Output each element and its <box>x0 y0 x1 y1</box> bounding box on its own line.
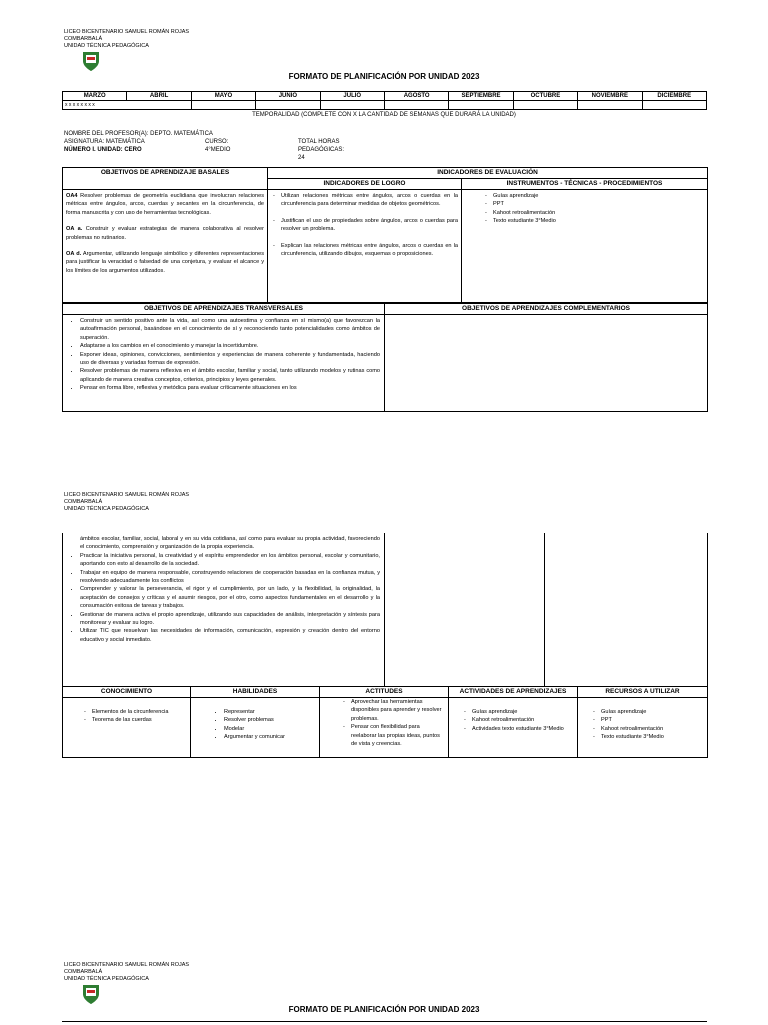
knowledge-header: CONOCIMIENTO <box>63 687 191 698</box>
resource-item: - Kahoot retroalimentación <box>601 725 704 733</box>
complementary-header: OBJETIVOS DE APRENDIZAJES COMPLEMENTARIOS <box>385 304 708 315</box>
transversal-cell <box>63 533 385 686</box>
oad-text: Argumentar, utilizando lenguaje simbólico y diferentes representaciones para justificar la veracidad o falsedad de una conjetura, y evaluar el alcance y los límites de los argumentos utilizados. <box>66 251 264 274</box>
logro-item: - Explican las relaciones métricas entre ángulos, arcos o cuerdas en la circunferencia, utilizando dibujos, esquemas o proposiciones. <box>281 242 458 259</box>
skill-item: • Representar <box>224 708 316 716</box>
oaa-text: Construir y evaluar estrategias de manera colaborativa al resolver problemas no rutinarios. <box>66 226 264 241</box>
transversal-item: • Trabajar en equipo de manera responsable, construyendo relaciones de cooperación basadas en la confianza mutua, y resolviendo adecuadamente los conflictos <box>80 569 380 586</box>
activity-item: - Kahoot retroalimentación <box>472 716 574 724</box>
skills-header: HABILIDADES <box>191 687 320 698</box>
logro-item: - Justifican el uso de propiedades sobre ángulos, arcos o cuerdas para resolver un problema. <box>281 217 458 234</box>
oaa-code: OA a. <box>66 226 83 233</box>
transversal-continuation: ámbitos escolar, familiar, social, laboral y en su vida cotidiana, así como para evaluar su propia actividad, favoreciendo el conocimiento, comprensión y organización de la propia experiencia. <box>80 536 380 551</box>
resource-item: - Guías aprendizaje <box>601 708 704 716</box>
activity-item: - Guías aprendizaje <box>472 708 574 716</box>
school-unit: UNIDAD TÉCNICA PEDAGÓGICA <box>64 43 149 49</box>
school-header <box>64 962 189 983</box>
month-header: JUNIO <box>256 92 320 101</box>
school-name: LICEO BICENTENARIO SAMUEL ROMÁN ROJAS <box>64 29 190 35</box>
logro-header: INDICADORES DE LOGRO <box>268 179 462 190</box>
month-header: ABRIL <box>127 92 191 101</box>
logro-item: - Utilizan relaciones métricas entre ángulos, arcos o cuerdas en la circunferencia para determinar medidas de objetos geométricos. <box>281 192 458 209</box>
transversal-item: • Adaptarse a los cambios en el conocimiento y manejar la incertidumbre. <box>80 342 380 350</box>
transversal-cell <box>63 315 385 412</box>
transversal-item: • Utilizar TIC que resuelvan las necesidades de información, comunicación, expresión y creación dentro del entorno educativo y social inmediato. <box>80 627 380 644</box>
skill-item: • Argumentar y comunicar <box>224 733 316 741</box>
transversal-item: • Resolver problemas de manera reflexiva en el ámbito escolar, familiar y social, tanto utilizando modelos y rutinas como aplicando de manera creativa conceptos, criterios, principios y leyes generales. <box>80 367 380 384</box>
oa-header: OBJETIVOS DE APRENDIZAJE BASALES <box>63 168 268 190</box>
objectives-table <box>62 167 708 303</box>
page-title: FORMATO DE PLANIFICACIÓN POR UNIDAD 2023 <box>288 1005 480 1014</box>
instrument-item: - PPT <box>493 200 704 208</box>
week-marks: x x x x x x x x <box>63 101 192 110</box>
logro-cell <box>268 190 462 303</box>
complementary-cell <box>545 533 708 686</box>
total-hours: TOTAL HORAS PEDAGÓGICAS: 24 <box>298 139 345 161</box>
school-name: LICEO BICENTENARIO SAMUEL ROMÁN ROJAS <box>64 492 190 498</box>
instrument-item: - Guías aprendizaje <box>493 192 704 200</box>
complementary-cell <box>385 533 545 686</box>
unit-number: NÚMERO I. UNIDAD: CERO <box>64 147 142 153</box>
page-title: FORMATO DE PLANIFICACIÓN POR UNIDAD 2023 <box>288 72 480 81</box>
indicators-header: INDICADORES DE EVALUACIÓN <box>268 168 708 179</box>
attitudes-cell <box>320 698 449 758</box>
transversal-item: • Practicar la iniciativa personal, la creatividad y el espíritu emprendedor en los ámbitos personal, escolar y comunitario, aportando con esto al desarrollo de la sociedad. <box>80 552 380 569</box>
activities-header: ACTIVIDADES DE APRENDIZAJES <box>449 687 578 698</box>
unit-info <box>64 130 345 161</box>
activity-item: - Actividades texto estudiante 3°Medio <box>472 725 574 733</box>
school-logo-icon <box>80 50 102 72</box>
school-city: COMBARBALÁ <box>64 36 103 42</box>
school-city: COMBARBALÁ <box>64 499 103 505</box>
school-unit: UNIDAD TÉCNICA PEDAGÓGICA <box>64 506 149 512</box>
content-table <box>62 686 708 758</box>
attitude-item: - Aprovechar las herramientas disponibles para aprender y resolver problemas. <box>351 698 445 723</box>
skill-item: • Modelar <box>224 725 316 733</box>
school-name: LICEO BICENTENARIO SAMUEL ROMÁN ROJAS <box>64 962 190 968</box>
oa-cell <box>63 190 268 303</box>
school-header <box>64 29 189 50</box>
school-header <box>64 492 189 513</box>
school-unit: UNIDAD TÉCNICA PEDAGÓGICA <box>64 976 149 982</box>
resources-cell <box>578 698 708 758</box>
knowledge-item: - Elementos de la circunferencia <box>92 708 187 716</box>
month-header: SEPTIEMBRE <box>449 92 513 101</box>
oa4-code: OA4 <box>66 193 78 199</box>
transversal-item: • Pensar en forma libre, reflexiva y metódica para evaluar críticamente situaciones en los <box>80 384 380 392</box>
attitudes-header: ACTITUDES <box>320 687 449 698</box>
instrument-item: - Texto estudiante 3°Medio <box>493 217 704 225</box>
skill-item: • Resolver problemas <box>224 716 316 724</box>
transversal-item: • Gestionar de manera activa el propio aprendizaje, utilizando sus capacidades de análisis, interpretación y síntesis para monitorear y evaluar su logro. <box>80 611 380 628</box>
month-header: OCTUBRE <box>513 92 577 101</box>
oad-code: OA d. <box>66 251 82 258</box>
resources-header: RECURSOS A UTILIZAR <box>578 687 708 698</box>
school-logo-icon <box>80 983 102 1005</box>
oa4-text: Resolver problemas de geometría euclidiana que involucran relaciones métricas entre ángulos, arcos, cuerdas y secantes en la circunferencia, de forma manuscrita y con uso de herramientas tecnológicas. <box>66 193 264 216</box>
transversal-item: • Exponer ideas, opiniones, convicciones, sentimientos y experiencias de manera coherente y fundamentada, haciendo uso de diversas y variadas formas de expresión. <box>80 351 380 368</box>
month-header: NOVIEMBRE <box>578 92 642 101</box>
transversal-table-continued <box>62 533 708 687</box>
subject: ASIGNATURA: MATEMÁTICA <box>64 139 145 145</box>
school-city: COMBARBALÁ <box>64 969 103 975</box>
complementary-cell <box>385 315 708 412</box>
attitude-item: - Pensar con flexibilidad para reelaborar las propias ideas, puntos de vista y creencias. <box>351 723 445 748</box>
course: CURSO: 4°MEDIO <box>205 139 231 153</box>
temporalidad-note: TEMPORALIDAD (COMPLETE CON X LA CANTIDAD DE SEMANAS QUE DURARÁ LA UNIDAD) <box>252 112 516 118</box>
resource-item: - Texto estudiante 3°Medio <box>601 733 704 741</box>
transversal-item: • Construir un sentido positivo ante la vida, así como una autoestima y confianza en sí mismo(a) que favorezcan la autoafirmación personal, basándose en el conocimiento de sí y reconociendo tanto potencialidades como ámbitos de superación. <box>80 317 380 342</box>
month-header: DICIEMBRE <box>642 92 706 101</box>
month-header: JULIO <box>320 92 384 101</box>
table-top-edge <box>62 1021 707 1025</box>
transversal-header: OBJETIVOS DE APRENDIZAJES TRANSVERSALES <box>63 304 385 315</box>
month-header: AGOSTO <box>384 92 448 101</box>
transversal-item: • Comprender y valorar la perseverancia, el rigor y el cumplimiento, por un lado, y la flexibilidad, la originalidad, la aceptación de consejos y críticas y el asumir riesgos, por el otro, como aspectos fundamentales en el desarrollo y la consumación exitosa de tareas y trabajos. <box>80 585 380 610</box>
skills-cell <box>191 698 320 758</box>
month-header: MARZO <box>63 92 127 101</box>
months-table <box>62 91 707 110</box>
activities-cell <box>449 698 578 758</box>
resource-item: - PPT <box>601 716 704 724</box>
knowledge-cell <box>63 698 191 758</box>
knowledge-item: - Teorema de las cuerdas <box>92 716 187 724</box>
instruments-header: INSTRUMENTOS - TÉCNICAS - PROCEDIMIENTOS <box>462 179 708 190</box>
month-header: MAYO <box>191 92 255 101</box>
instrument-item: - Kahoot retroalimentación <box>493 209 704 217</box>
transversal-table <box>62 303 708 412</box>
teacher-name: NOMBRE DEL PROFESOR(A): DEPTO. MATEMÁTICA <box>64 131 213 137</box>
instruments-cell <box>462 190 708 303</box>
